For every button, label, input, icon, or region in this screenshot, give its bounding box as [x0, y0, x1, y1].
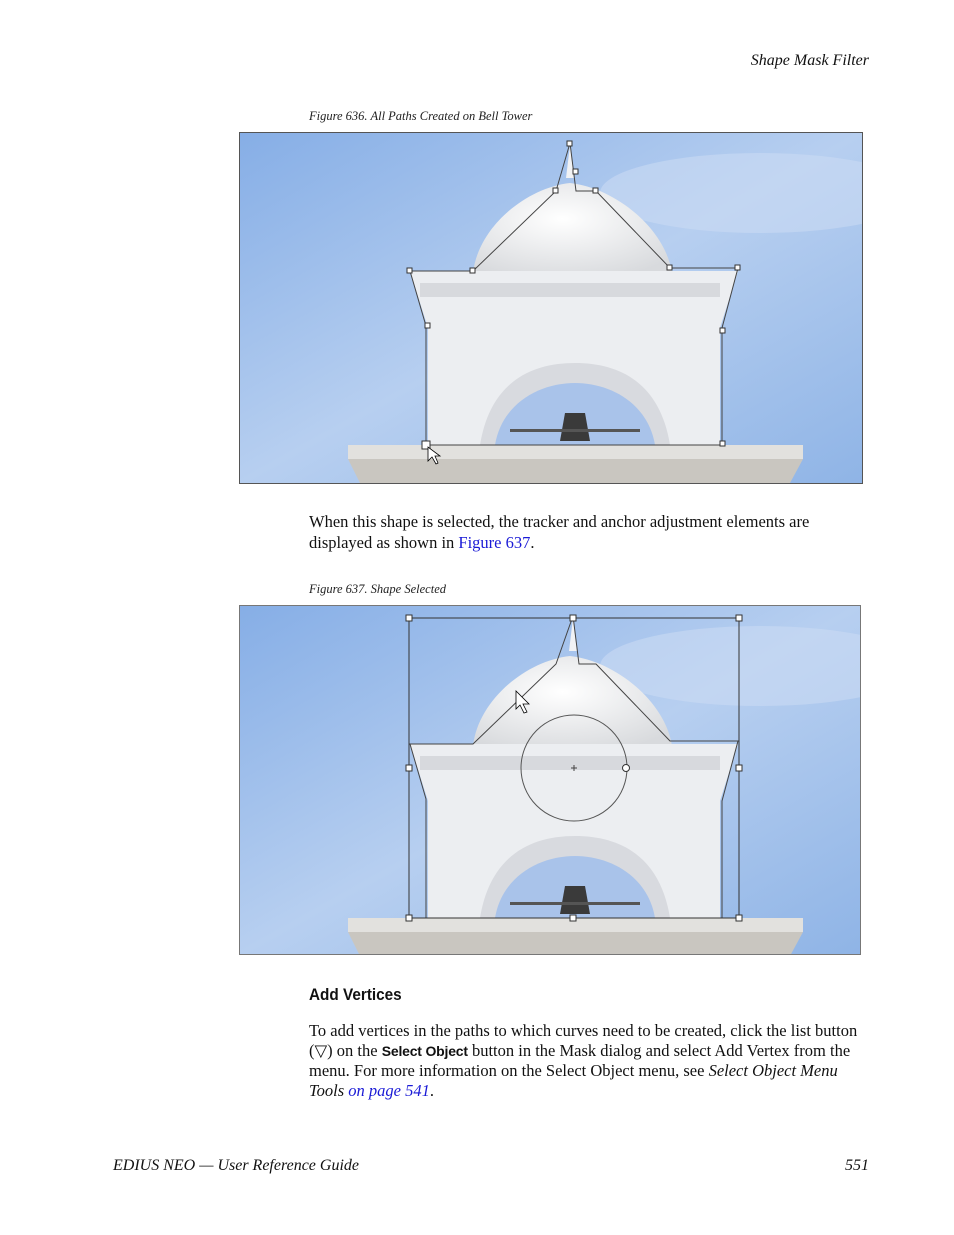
footer-title: EDIUS NEO — User Reference Guide: [113, 1157, 360, 1174]
paragraph-text: button in the Mask dialog and select Add Vertex from the menu. For more information on the Select Object menu, see: [309, 1041, 851, 1080]
paragraph-add-vertices: [309, 1021, 874, 1101]
page-number: 551: [845, 1157, 869, 1174]
select-object-menu-tools-ref: Select Object Menu Tools: [309, 1061, 838, 1100]
paragraph-text: To add vertices in the paths to which curves need to be created, click the list button (▽) on the: [309, 1021, 858, 1060]
paragraph-text: .: [530, 533, 535, 552]
figure-637-link[interactable]: Figure 637: [458, 533, 531, 552]
running-header: Shape Mask Filter: [750, 52, 869, 69]
figure-636-caption: Figure 636. All Paths Created on Bell Tower: [309, 109, 533, 123]
paragraph-shape-selected: [309, 511, 874, 553]
paragraph-text: When this shape is selected, the tracker and anchor adjustment elements are displayed as shown in: [309, 512, 810, 552]
section-heading-add-vertices: Add Vertices: [309, 985, 402, 1004]
page-541-link[interactable]: on page 541: [344, 1081, 430, 1100]
paragraph-text: .: [429, 1081, 434, 1100]
figure-637-image: [239, 605, 861, 955]
select-object-term: Select Object: [381, 1043, 468, 1059]
figure-636-image: [239, 132, 863, 484]
figure-637-caption: Figure 637. Shape Selected: [309, 582, 446, 596]
